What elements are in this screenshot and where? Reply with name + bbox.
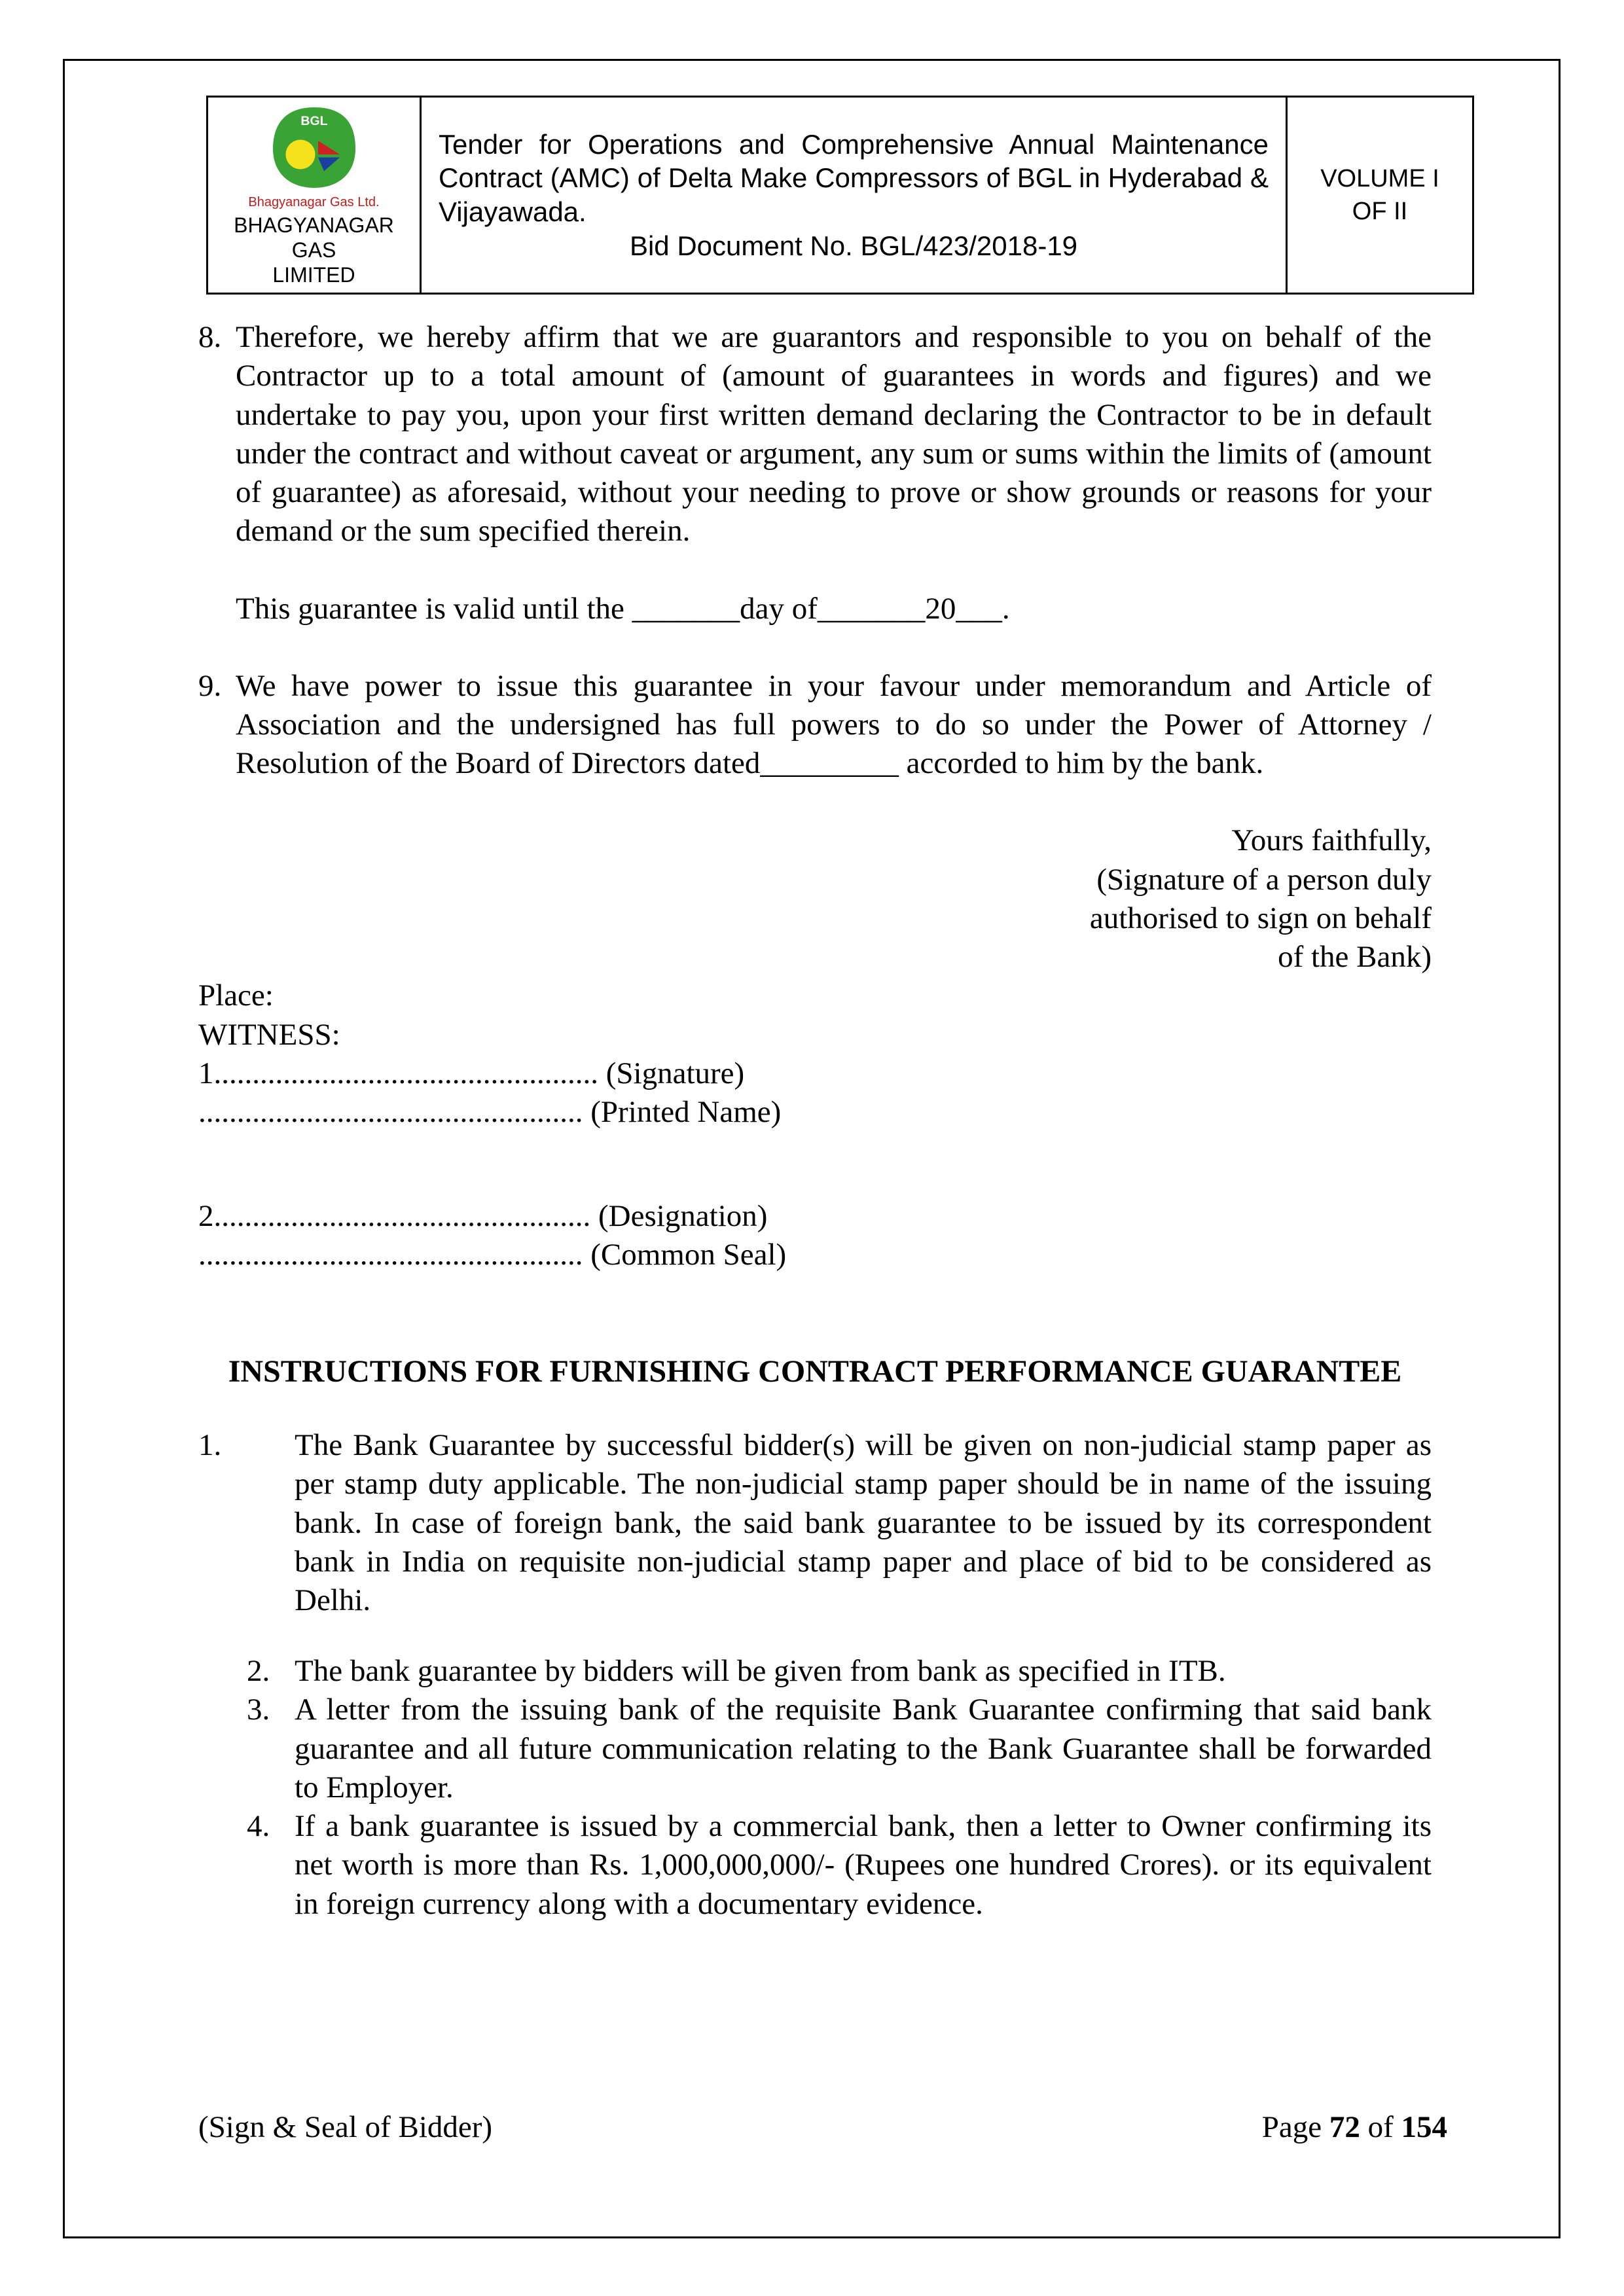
clause-9-number: 9. [198, 668, 222, 703]
signoff-line: (Signature of a person duly [1096, 862, 1432, 897]
instruction-1-text: The Bank Guarantee by successful bidder(s) will be given on non-judicial stamp paper as per stamp duty applicable. The non-judicial stamp paper should be in name of the issuing bank. In case of foreign bank, the said bank guarantee to be issued by its correspondent bank in India on requisite non-judicial stamp paper and place of bid to be considered as Delhi. [295, 1428, 1432, 1617]
validity-line: This guarantee is valid until the _______day of_______20___. [236, 591, 1010, 626]
instruction-4-number: 4. [247, 1809, 270, 1844]
header-table [206, 96, 1474, 295]
page-word: Page [1261, 2110, 1329, 2144]
instruction-3-text: A letter from the issuing bank of the requisite Bank Guarantee confirming that said bank guarantee and all future communication relating to the Bank Guarantee shall be forwarded to Employer. [295, 1693, 1432, 1804]
instruction-1-number: 1. [198, 1428, 222, 1463]
page-number [1262, 2109, 1447, 2145]
instruction-item-2 [247, 1652, 1432, 1691]
sign-seal-note: (Sign & Seal of Bidder) [198, 2110, 493, 2144]
signoff-line: authorised to sign on behalf [1089, 901, 1432, 935]
company-name-line2: LIMITED [272, 262, 355, 287]
page-footer [198, 2109, 1447, 2145]
signoff-line: of the Bank) [1278, 940, 1432, 975]
instruction-2-number: 2. [247, 1654, 270, 1689]
company-name-line1: BHAGYANAGAR GAS [234, 213, 394, 262]
witness-line-signature: 1.................................................. (Signature) [198, 1056, 745, 1090]
page-current: 72 [1329, 2110, 1360, 2144]
instruction-item-3 [247, 1691, 1432, 1807]
instruction-4-text: If a bank guarantee is issued by a commercial bank, then a letter to Owner confirming its net worth is more than Rs. 1,000,000,000/- (Rupees one hundred Crores). or its equivalent in foreign currency along with a documentary evidence. [295, 1809, 1432, 1921]
bid-document-number: Bid Document No. BGL/423/2018-19 [629, 230, 1078, 261]
clause-8-text: Therefore, we hereby affirm that we are guarantors and responsible to you on behalf of the Contractor up to a total amount of (amount of guarantees in words and figures) and we undertake to pay you, upon your first written demand declaring the Contractor to be in default under the contract and without caveat or argument, any sum or sums within the limits of (amount of guarantee) as aforesaid, without your needing to prove or show grounds or reasons for your demand or the sum specified therein. [236, 320, 1432, 548]
logo-cell [208, 97, 421, 294]
page-border [63, 59, 1561, 2238]
signoff-line: Yours faithfully, [1231, 823, 1432, 858]
witness-label: WITNESS: [198, 1017, 340, 1052]
instruction-item-4 [247, 1807, 1432, 1924]
signoff-block [198, 821, 1432, 977]
bgl-logo [265, 105, 363, 192]
page-of: of [1360, 2110, 1401, 2144]
instructions-heading: INSTRUCTIONS FOR FURNISHING CONTRACT PERFORMANCE GUARANTEE [228, 1354, 1402, 1389]
volume-label-line2: OF II [1352, 198, 1408, 226]
tender-title: Tender for Operations and Comprehensive Annual Maintenance Contract (AMC) of Delta Make Compressors of BGL in Hyderabad & Vijayawada. [439, 128, 1269, 228]
page-total: 154 [1401, 2110, 1447, 2144]
volume-cell [1287, 97, 1473, 294]
logo-caption: Bhagyanagar Gas Ltd. [248, 195, 380, 209]
instruction-2-text: The bank guarantee by bidders will be given from bank as specified in ITB. [295, 1654, 1226, 1689]
logo-monogram: BGL [300, 114, 328, 128]
instruction-3-number: 3. [247, 1693, 270, 1727]
place-label: Place: [198, 978, 274, 1013]
company-name [212, 213, 416, 287]
document-body [198, 318, 1432, 1923]
witness-line-printed-name: .................................................. (Printed Name) [198, 1094, 782, 1129]
title-cell [421, 97, 1287, 294]
volume-label-line1: VOLUME I [1320, 164, 1439, 192]
clause-9-text: We have power to issue this guarantee in your favour under memorandum and Article of Association and the undersigned has full powers to do so under the Power of Attorney / Resolution of the Board of Directors dated_________ accorded to him by the bank. [236, 668, 1432, 781]
witness-line-designation: 2................................................. (Designation) [198, 1199, 768, 1234]
witness-line-common-seal: .................................................. (Common Seal) [198, 1238, 787, 1272]
clause-8-number: 8. [198, 320, 222, 355]
clause-8 [198, 318, 1432, 550]
clause-9 [198, 667, 1432, 783]
instruction-item-1 [198, 1426, 1432, 1620]
